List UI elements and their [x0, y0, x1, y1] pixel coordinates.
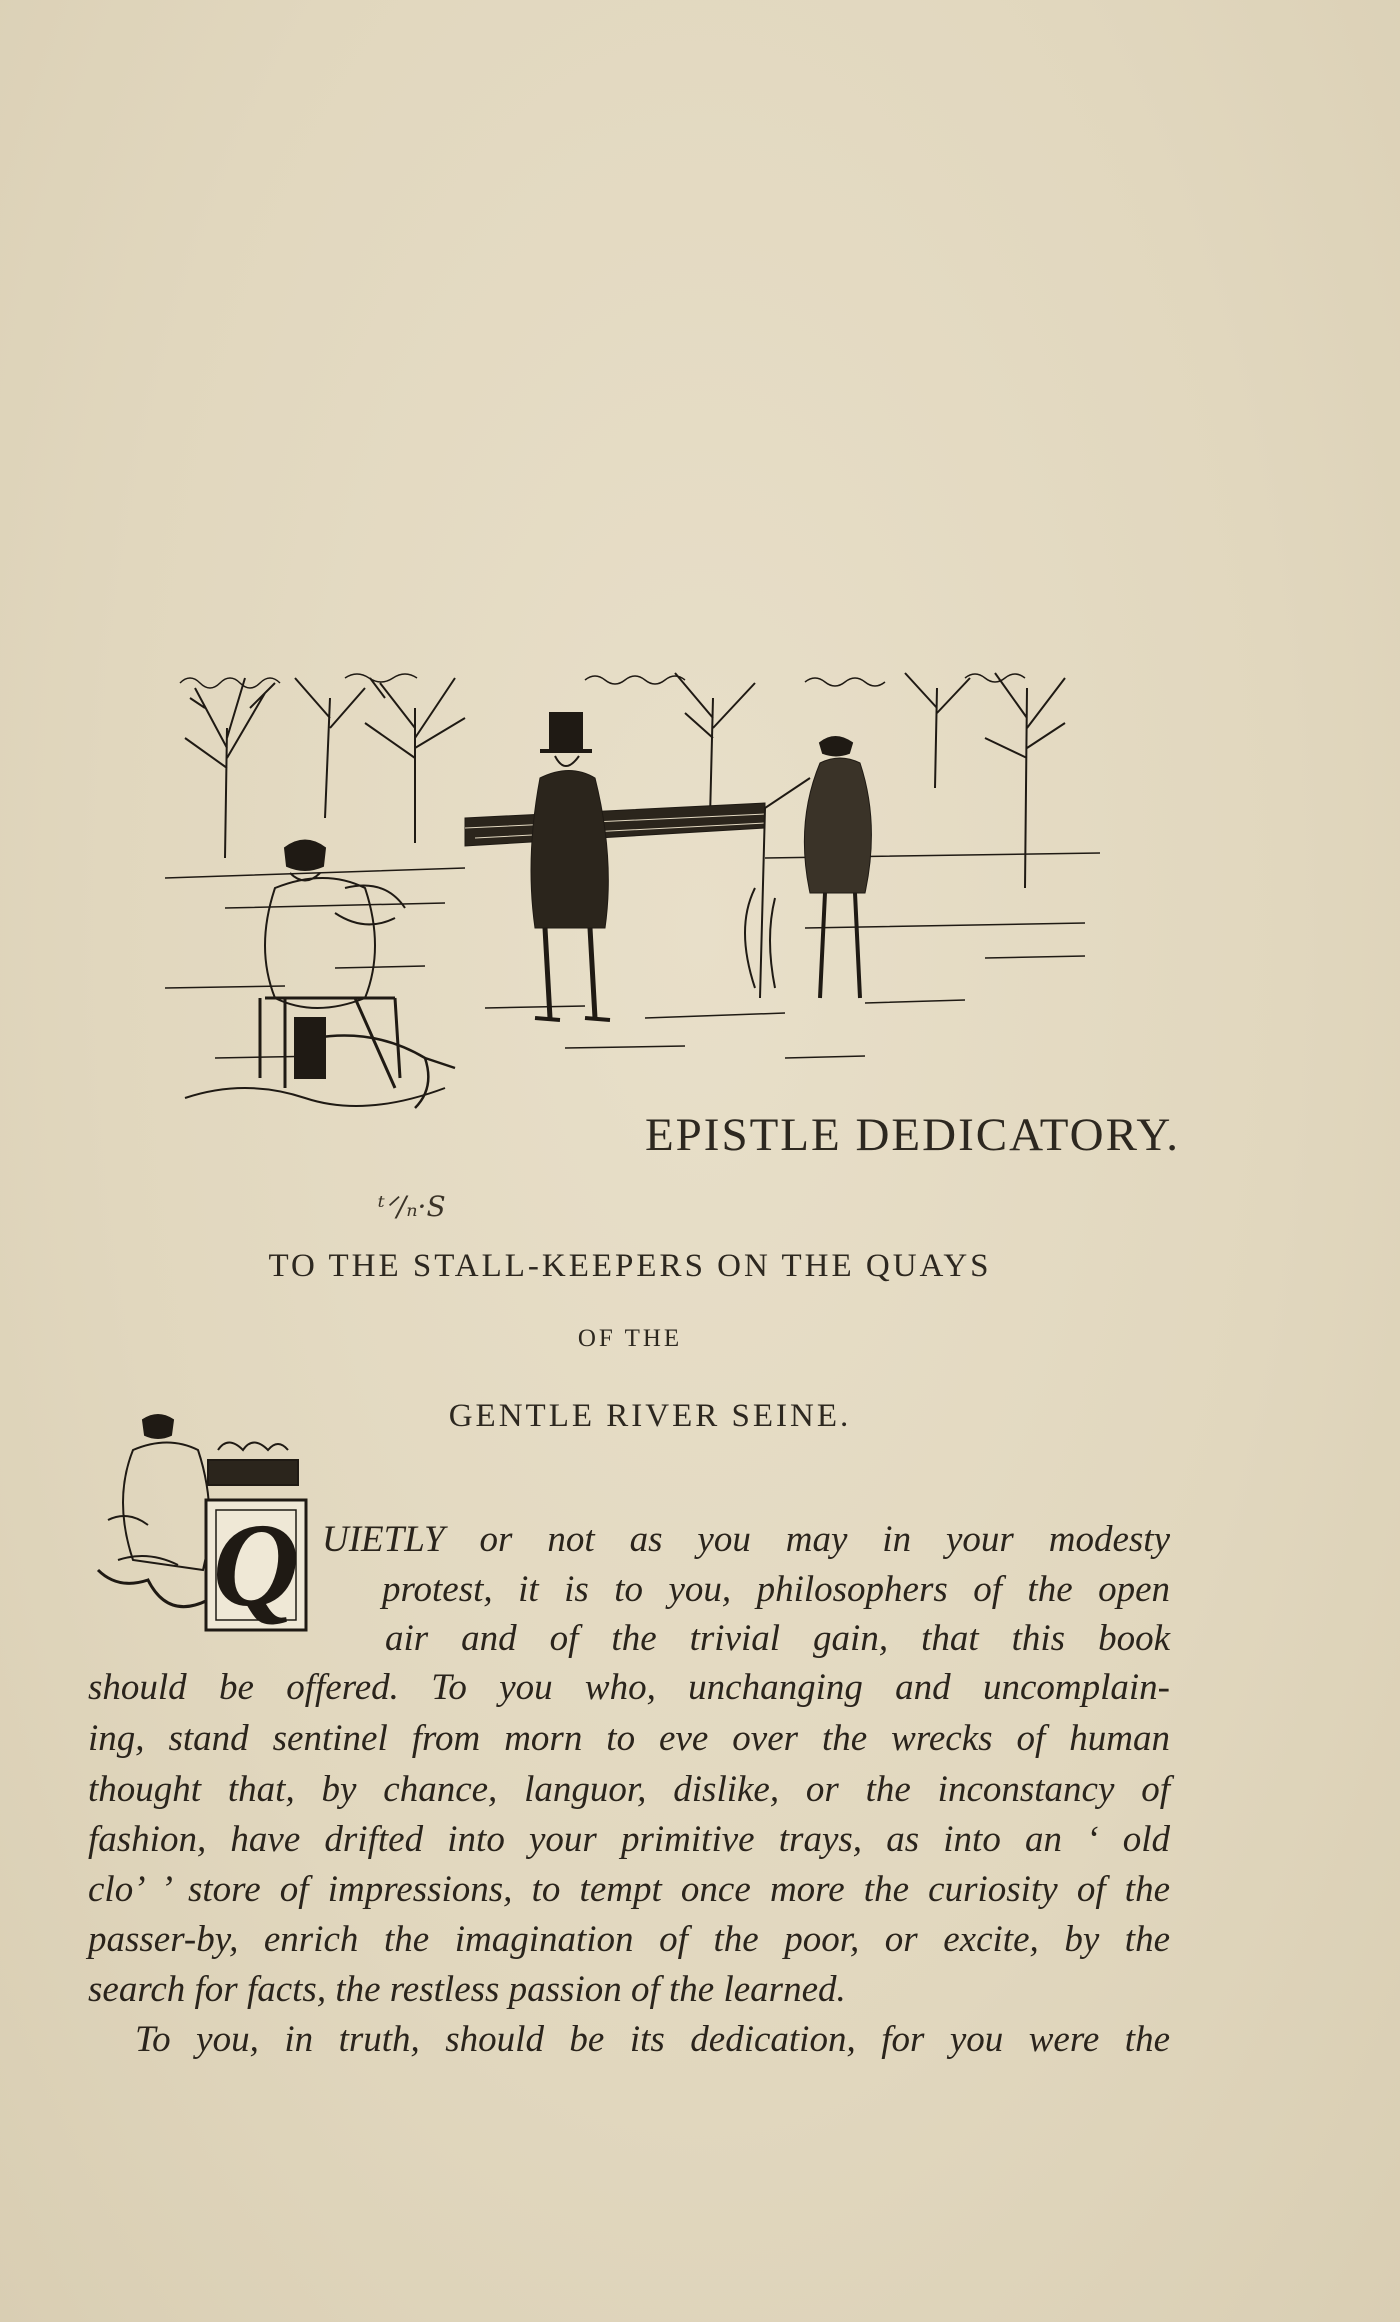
page-title: EPISTLE DEDICATORY.: [644, 1109, 1180, 1161]
body-line-8: clo’ ’ store of impressions, to tempt once more the curiosity of the: [88, 1869, 1170, 1910]
body-line-3: air and of the trivial gain, that this book: [385, 1618, 1170, 1659]
body-line-10: search for facts, the restless passion of the learned.: [88, 1969, 846, 2010]
body-line-4: should be offered. To you who, unchanging and uncomplain-: [88, 1667, 1170, 1708]
body-line-1: UIETLY or not as you may in your modesty: [322, 1519, 1170, 1560]
dedication-line-3: GENTLE RIVER SEINE.: [448, 1398, 852, 1434]
body-line-6: thought that, by chance, languor, dislike, or the inconstancy of: [88, 1769, 1170, 1810]
dedication-line-1: TO THE STALL-KEEPERS ON THE QUAYS: [268, 1248, 992, 1284]
body-line-5: ing, stand sentinel from morn to eve over the wrecks of human: [88, 1718, 1170, 1759]
body-line-2: protest, it is to you, philosophers of the open: [382, 1569, 1170, 1610]
dropcap-letter: Q: [212, 1498, 300, 1631]
body-line-7: fashion, have drifted into your primitive trays, as into an ‘ old: [88, 1819, 1170, 1860]
dedication-line-2: OF THE: [577, 1325, 683, 1352]
illustrated-initial-q-icon: [88, 1410, 318, 1640]
body-line-9: passer-by, enrich the imagination of the poor, or excite, by the: [88, 1919, 1170, 1960]
artist-signature: ᵗᐟ/ₙ·S: [378, 1190, 446, 1223]
body-line-11: To you, in truth, should be its dedication, for you were the: [135, 2019, 1170, 2060]
